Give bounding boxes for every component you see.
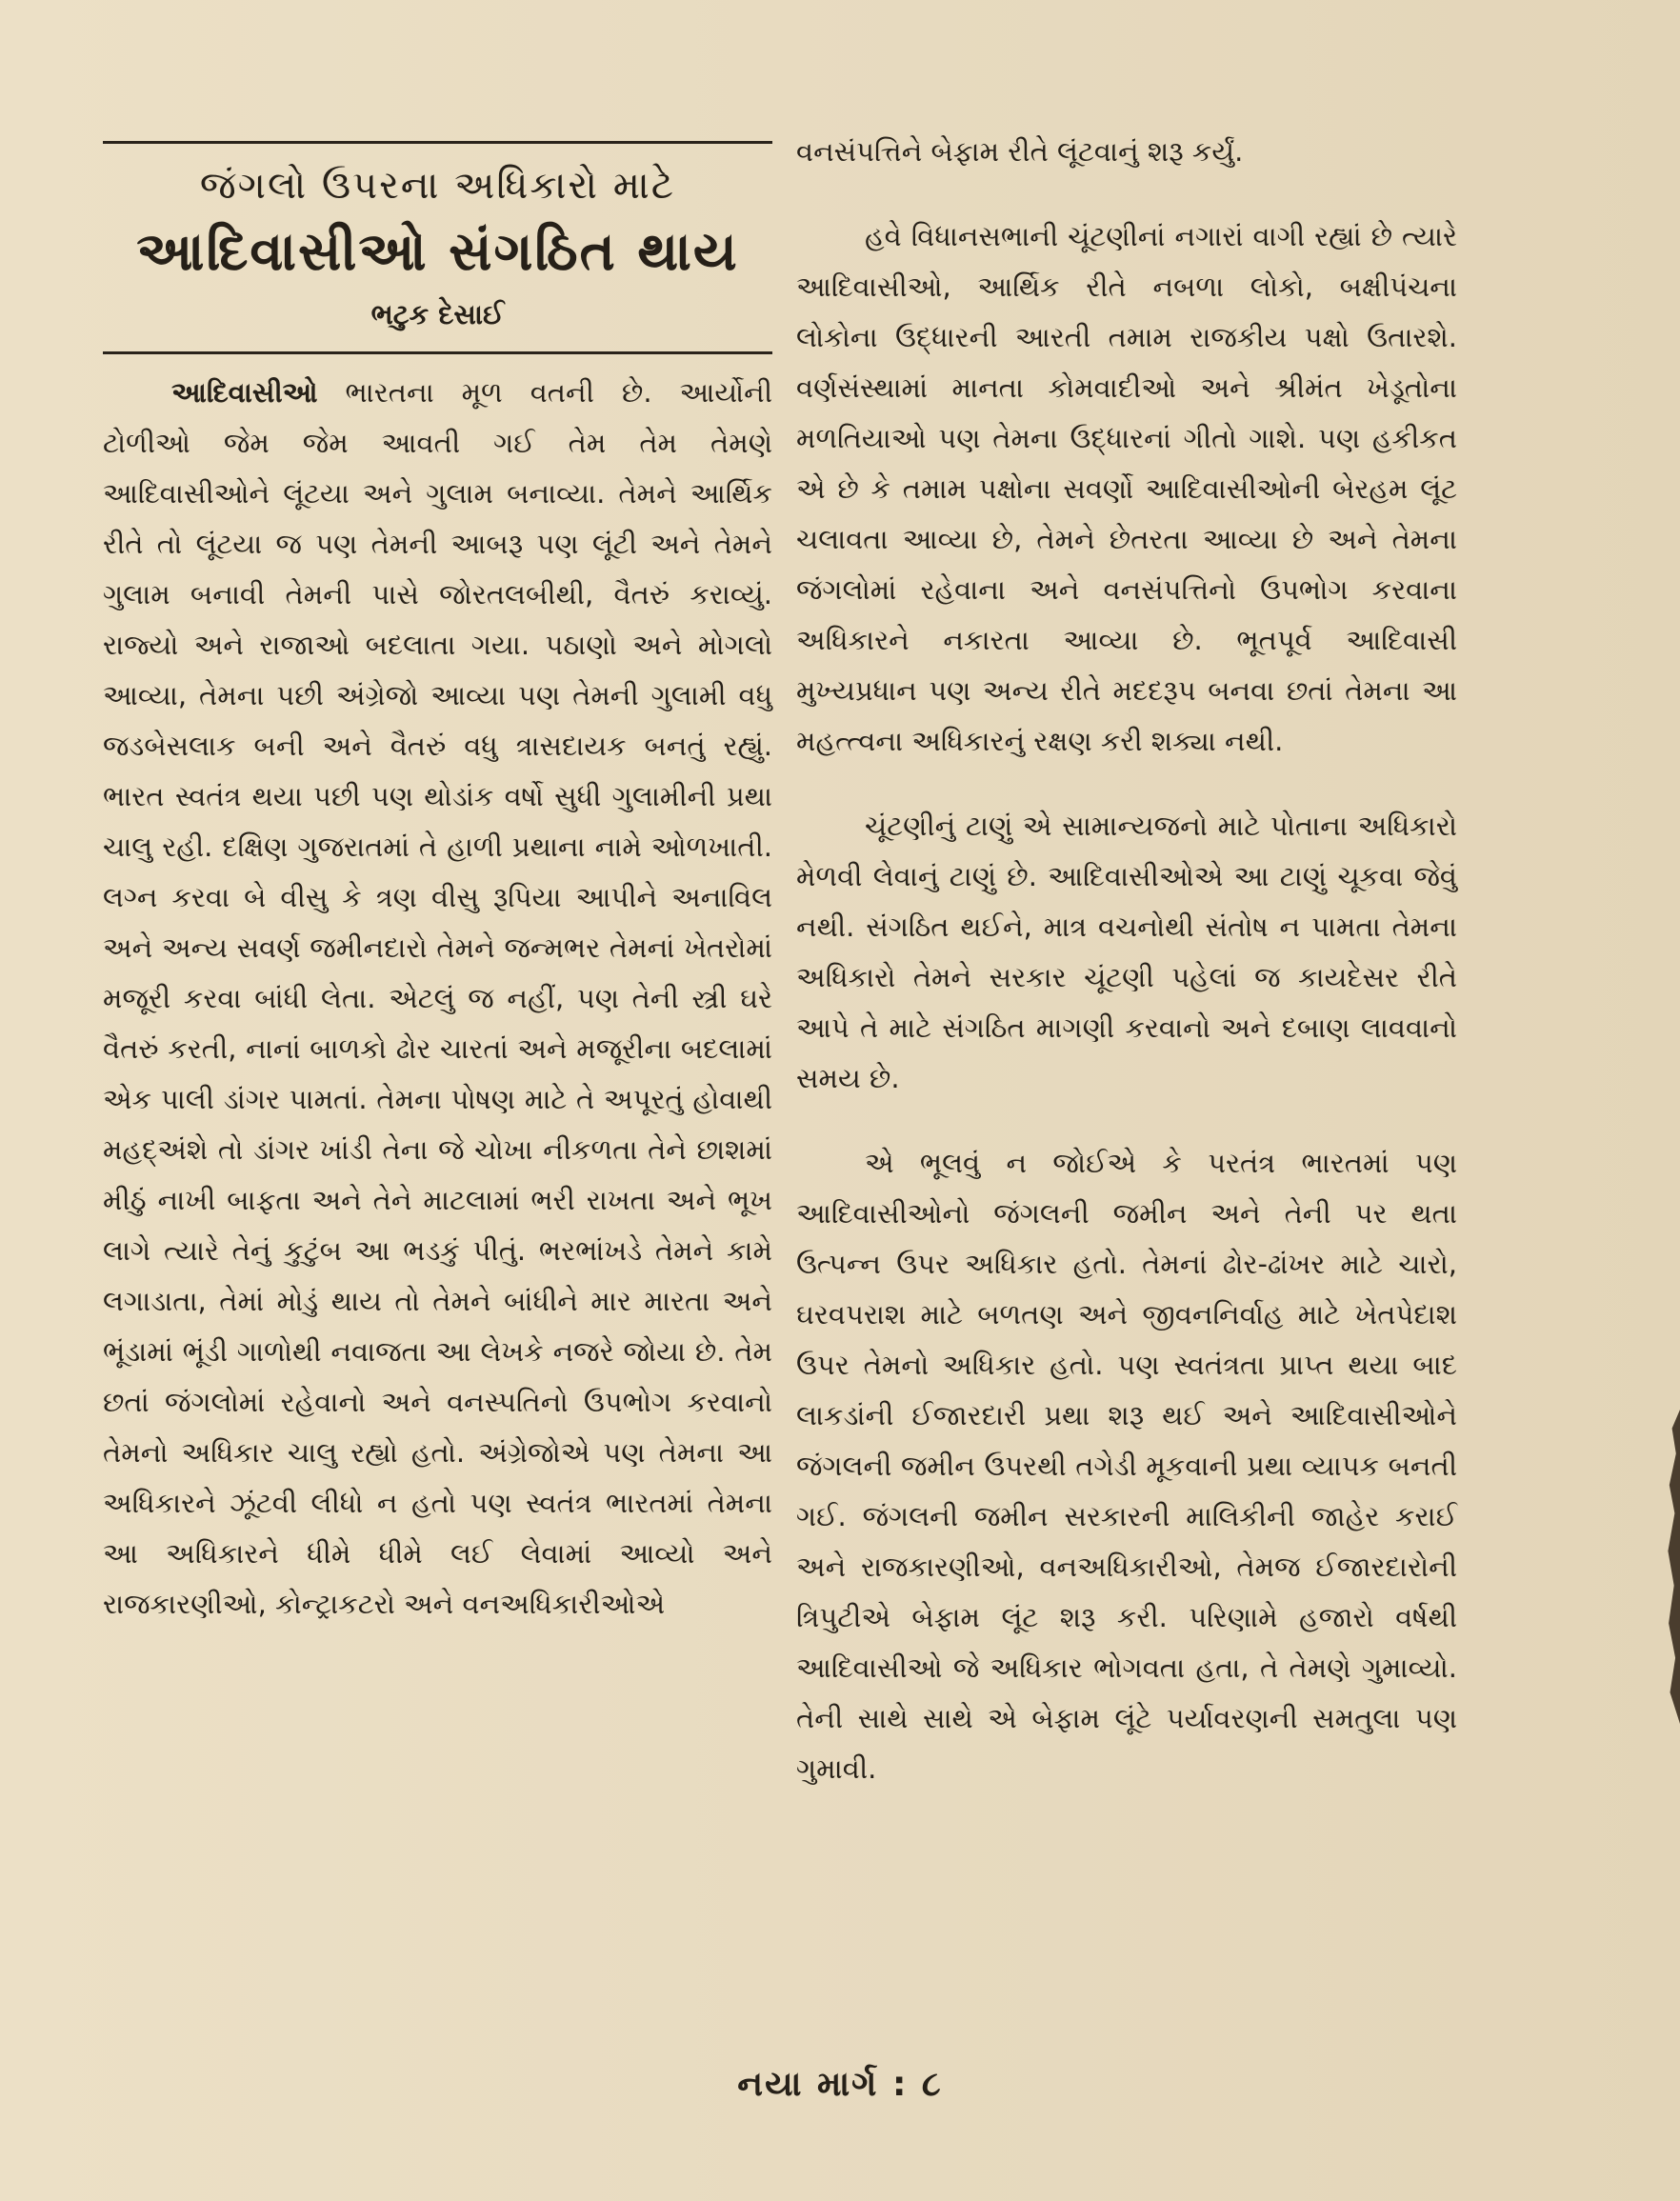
body-paragraph: ચૂંટણીનું ટાણું એ સામાન્યજનો માટે પોતાના અધિકારો મેળવી લેવાનું ટાણું છે. આદિવાસીઓએ આ ટાણું ચૂકવા જેવું નથી. સંગઠિત થઈને, માત્ર વચનોથી સંતોષ ન પામતા તેમના અધિકારો તેમને સરકાર ચૂંટણી પહેલાં જ કાયદેસર રીતે આપે તે માટે સંગઠિત માગણી કરવાનો અને દબાણ લાવવાનો સમય છે.: [796, 810, 1457, 1094]
article-headline: આદિવાસીઓ સંગઠિત થાય: [136, 221, 739, 283]
article-kicker: જંગલો ઉપરના અધિકારો માટે: [199, 164, 676, 208]
body-paragraph: હવે વિધાનસભાની ચૂંટણીનાં નગારાં વાગી રહ્યાં છે ત્યારે આદિવાસીઓ, આર્થિક રીતે નબળા લોકો, બક્ષીપંચના લોકોના ઉદ્ધારની આરતી તમામ રાજકીય પક્ષો ઉતારશે. વર્ણસંસ્થામાં માનતા કોમવાદીઓ અને શ્રીમંત ખેડૂતોના મળતિયાઓ પણ તેમના ઉદ્ધારનાં ગીતો ગાશે. પણ હકીકત એ છે કે તમામ પક્ષોના સવર્ણો આદિવાસીઓની બેરહમ લૂંટ ચલાવતા આવ્યા છે, તેમને છેતરતા આવ્યા છે અને તેમના જંગલોમાં રહેવાના અને વનસંપત્તિનો ઉપભોગ કરવાના અધિકારને નકારતા આવ્યા છે. ભૂતપૂર્વ આદિવાસી મુખ્યપ્રધાન પણ અન્ય રીતે મદદરૂપ બનવા છતાં તેમના આ મહત્ત્વના અધિકારનું રક્ષણ કરી શક્યા નથી.: [796, 220, 1457, 757]
article-byline: ભટુક દેસાઈ: [370, 298, 505, 330]
torn-page-edge: [1667, 1410, 1680, 1724]
left-column: [103, 122, 772, 1630]
right-column: [796, 127, 1457, 1794]
headline-top-rule: [103, 141, 772, 144]
headline-bottom-rule: [103, 351, 772, 354]
body-paragraph: [103, 368, 772, 1630]
lead-word: આદિવાસીઓ: [171, 376, 318, 409]
paragraph-text: ભારતના મૂળ વતની છે. આર્યોની ટોળીઓ જેમ જેમ આવતી ગઈ તેમ તેમ તેમણે આદિવાસીઓને લૂંટયા અને ગુલામ બનાવ્યા. તેમને આર્થિક રીતે તો લૂંટયા જ પણ તેમની આબરૂ પણ લૂંટી અને તેમને ગુલામ બનાવી તેમની પાસે જોરતલબીથી, વૈતરું કરાવ્યું. રાજ્યો અને રાજાઓ બદલાતા ગયા. પઠાણો અને મોગલો આવ્યા, તેમના પછી અંગ્રેજો આવ્યા પણ તેમની ગુલામી વધુ જડબેસલાક બની અને વૈતરું વધુ ત્રાસદાયક બનતું રહ્યું. ભારત સ્વતંત્ર થયા પછી પણ થોડાંક વર્ષો સુધી ગુલામીની પ્રથા ચાલુ રહી. દક્ષિણ ગુજરાતમાં તે હાળી પ્રથાના નામે ઓળખાતી. લગ્ન કરવા બે વીસુ કે ત્રણ વીસુ રૂપિયા આપીને અનાવિલ અને અન્ય સવર્ણ જમીનદારો તેમને જન્મભર તેમનાં ખેતરોમાં મજૂરી કરવા બાંધી લેતા. એટલું જ નહીં, પણ તેની સ્ત્રી ઘરે વૈતરું કરતી, નાનાં બાળકો ઢોર ચારતાં અને મજૂરીના બદલામાં એક પાલી ડાંગર પામતાં. તેમના પોષણ માટે તે અપૂરતું હોવાથી મહદ્અંશે તો ડાંગર ખાંડી તેના જે ચોખા નીકળતા તેને છાશમાં મીઠું નાખી બાફતા અને તેને માટલામાં ભરી રાખતા અને ભૂખ લાગે ત્યારે તેનું કુટુંબ આ ભડકું પીતું. ભરભાંખડે તેમને કામે લગાડાતા, તેમાં મોડું થાય તો તેમને બાંધીને માર મારતા અને ભૂંડામાં ભૂંડી ગાળોથી નવાજતા આ લેખકે નજરે જોયા છે. તેમ છતાં જંગલોમાં રહેવાનો અને વનસ્પતિનો ઉપભોગ કરવાનો તેમનો અધિકાર ચાલુ રહ્યો હતો. અંગ્રેજોએ પણ તેમના આ અધિકારને ઝૂંટવી લીધો ન હતો પણ સ્વતંત્ર ભારતમાં તેમના આ અધિકારને ધીમે ધીમે લઈ લેવામાં આવ્યો અને રાજકારણીઓ, કોન્ટ્રાકટરો અને વનઅધિકારીઓએ: [103, 376, 772, 1620]
body-paragraph: એ ભૂલવું ન જોઈએ કે પરતંત્ર ભારતમાં પણ આદિવાસીઓનો જંગલની જમીન અને તેની પર થતા ઉત્પન્ન ઉપર અધિકાર હતો. તેમનાં ઢોર-ઢાંખર માટે ચારો, ઘરવપરાશ માટે બળતણ અને જીવનનિર્વાહ માટે ખેતપેદાશ ઉપર તેમનો અધિકાર હતો. પણ સ્વતંત્રતા પ્રાપ્ત થયા બાદ લાકડાંની ઈજારદારી પ્રથા શરૂ થઈ અને આદિવાસીઓને જંગલની જમીન ઉપરથી તગેડી મૂકવાની પ્રથા વ્યાપક બનતી ગઈ. જંગલની જમીન સરકારની માલિકીની જાહેર કરાઈ અને રાજકારણીઓ, વનઅધિકારીઓ, તેમજ ઈજારદારોની ત્રિપુટીએ બેફામ લૂંટ શરૂ કરી. પરિણામે હજારો વર્ષથી આદિવાસીઓ જે અધિકાર ભોગવતા હતા, તે તેમણે ગુમાવ્યો. તેની સાથે સાથે એ બેફામ લૂંટે પર્યાવરણની સમતુલા પણ ગુમાવી.: [796, 1147, 1457, 1785]
body-paragraph-continued: વનસંપત્તિને બેફામ રીતે લૂંટવાનું શરૂ કર્યું.: [796, 135, 1244, 168]
page-folio: નયા માર્ગ : ૮: [737, 2065, 943, 2104]
